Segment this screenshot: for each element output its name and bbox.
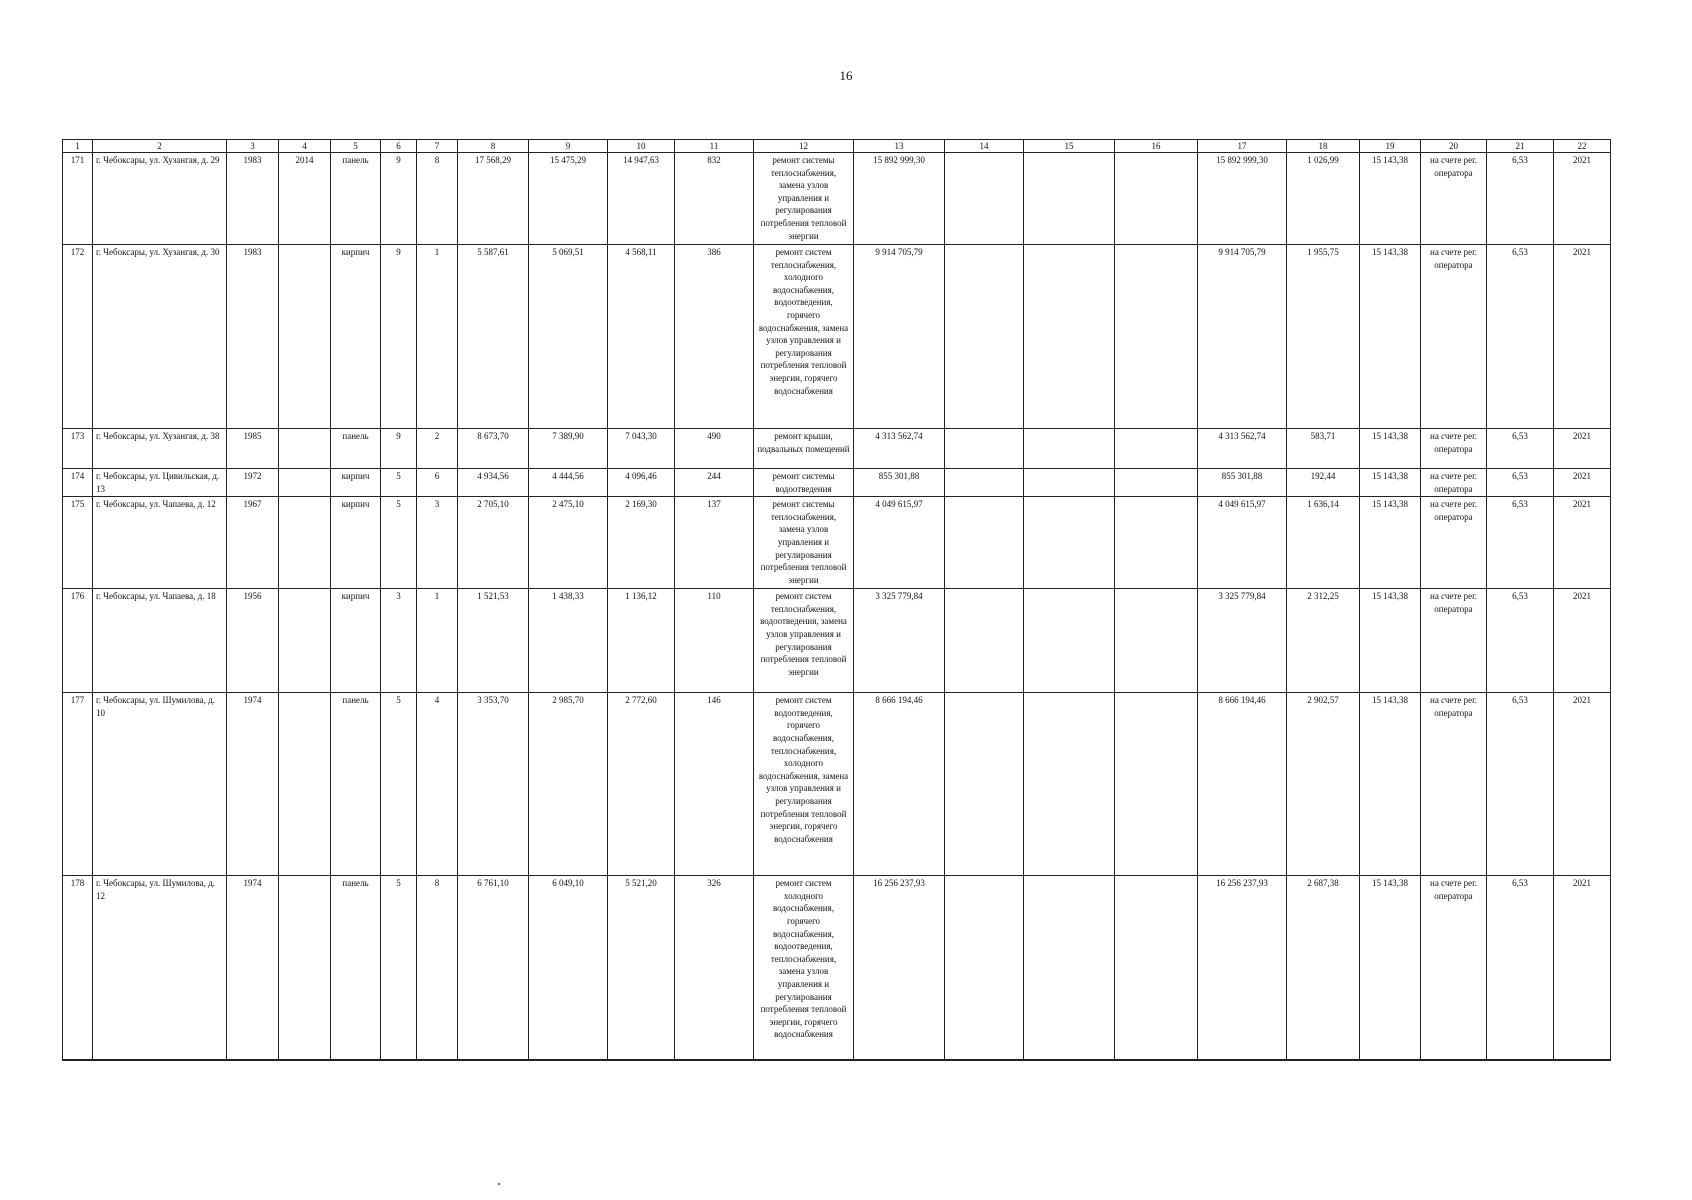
cost-per-sqm-cell: 2 312,25 [1287, 589, 1360, 693]
table-row [63, 153, 1611, 245]
planned-year-cell: 2021 [1554, 497, 1611, 589]
col-14-cell [945, 153, 1024, 245]
owners-funds-cell: 3 325 779,84 [1198, 589, 1287, 693]
cost-per-sqm-cell: 192,44 [1287, 469, 1360, 497]
column-header-6: 6 [381, 140, 417, 153]
col-14-cell [945, 245, 1024, 429]
table-row [63, 429, 1611, 469]
planned-year-cell: 2021 [1554, 469, 1611, 497]
residential-area-cell: 7 043,30 [608, 429, 675, 469]
col-15-cell [1024, 693, 1115, 876]
entrances-cell: 2 [417, 429, 458, 469]
total-cost-cell: 16 256 237,93 [854, 876, 945, 1060]
repair-works-cell: ремонт систем водоотведения, горячего водоснабжения, теплоснабжения, холодного водоснабжения, замена узлов управления и регулирования потребления тепловой энергии, горячего водоснабжения [754, 693, 854, 876]
col-16-cell [1115, 245, 1198, 429]
construction-year-cell: 1972 [227, 469, 279, 497]
contribution-rate-cell: 6,53 [1487, 589, 1554, 693]
last-repair-year-cell [279, 469, 331, 497]
floors-cell: 5 [381, 469, 417, 497]
column-header-11: 11 [675, 140, 754, 153]
entrances-cell: 8 [417, 876, 458, 1060]
wall-material-cell: кирпич [331, 589, 381, 693]
table-row [63, 589, 1611, 693]
column-header-3: 3 [227, 140, 279, 153]
cost-per-sqm-cell: 1 026,99 [1287, 153, 1360, 245]
repair-works-cell: ремонт системы водоотведения [754, 469, 854, 497]
table-row [63, 876, 1611, 1060]
floors-cell: 5 [381, 876, 417, 1060]
last-repair-year-cell: 2014 [279, 153, 331, 245]
construction-year-cell: 1967 [227, 497, 279, 589]
contribution-rate-cell: 6,53 [1487, 497, 1554, 589]
address-cell: г. Чебоксары, ул. Шумилова, д. 12 [93, 876, 227, 1060]
fund-method-cell: на счете рег. оператора [1421, 876, 1487, 1060]
col-16-cell [1115, 153, 1198, 245]
residential-area-cell: 14 947,63 [608, 153, 675, 245]
col-14-cell [945, 469, 1024, 497]
floors-cell: 9 [381, 429, 417, 469]
construction-year-cell: 1983 [227, 245, 279, 429]
capital-repair-table [62, 139, 1611, 1061]
residential-area-cell: 5 521,20 [608, 876, 675, 1060]
entrances-cell: 3 [417, 497, 458, 589]
total-cost-cell: 855 301,88 [854, 469, 945, 497]
column-header-8: 8 [458, 140, 529, 153]
fund-method-cell: на счете рег. оператора [1421, 693, 1487, 876]
col-16-cell [1115, 693, 1198, 876]
planned-year-cell: 2021 [1554, 589, 1611, 693]
total-area-cell: 1 521,53 [458, 589, 529, 693]
column-header-16: 16 [1115, 140, 1198, 153]
row-number-cell: 175 [63, 497, 93, 589]
wall-material-cell: кирпич [331, 497, 381, 589]
col-15-cell [1024, 497, 1115, 589]
last-repair-year-cell [279, 876, 331, 1060]
table-row [63, 245, 1611, 429]
floors-cell: 5 [381, 497, 417, 589]
col-16-cell [1115, 876, 1198, 1060]
column-header-17: 17 [1198, 140, 1287, 153]
address-cell: г. Чебоксары, ул. Чапаева, д. 18 [93, 589, 227, 693]
premises-area-cell: 1 438,33 [529, 589, 608, 693]
residents-count-cell: 490 [675, 429, 754, 469]
repair-works-cell: ремонт систем теплоснабжения, холодного водоснабжения, водоотведения, горячего водоснабжения, замена узлов управления и регулирования потребления тепловой энергии, горячего водоснабжения [754, 245, 854, 429]
contribution-rate-cell: 6,53 [1487, 245, 1554, 429]
wall-material-cell: панель [331, 429, 381, 469]
column-header-5: 5 [331, 140, 381, 153]
planned-year-cell: 2021 [1554, 153, 1611, 245]
owners-funds-cell: 855 301,88 [1198, 469, 1287, 497]
cost-per-sqm-cell: 1 636,14 [1287, 497, 1360, 589]
cost-per-sqm-cell: 583,71 [1287, 429, 1360, 469]
col-15-cell [1024, 429, 1115, 469]
row-number-cell: 176 [63, 589, 93, 693]
total-cost-cell: 15 892 999,30 [854, 153, 945, 245]
residential-area-cell: 2 169,30 [608, 497, 675, 589]
premises-area-cell: 4 444,56 [529, 469, 608, 497]
entrances-cell: 4 [417, 693, 458, 876]
residents-count-cell: 832 [675, 153, 754, 245]
residential-area-cell: 2 772,60 [608, 693, 675, 876]
address-cell: г. Чебоксары, ул. Хузангая, д. 38 [93, 429, 227, 469]
fund-method-cell: на счете рег. оператора [1421, 245, 1487, 429]
address-cell: г. Чебоксары, ул. Цивильская, д. 13 [93, 469, 227, 497]
last-repair-year-cell [279, 693, 331, 876]
table-row [63, 469, 1611, 497]
column-header-18: 18 [1287, 140, 1360, 153]
col-14-cell [945, 876, 1024, 1060]
column-header-2: 2 [93, 140, 227, 153]
row-number-cell: 177 [63, 693, 93, 876]
wall-material-cell: кирпич [331, 469, 381, 497]
last-repair-year-cell [279, 497, 331, 589]
residents-count-cell: 326 [675, 876, 754, 1060]
column-header-19: 19 [1360, 140, 1421, 153]
total-cost-cell: 9 914 705,79 [854, 245, 945, 429]
wall-material-cell: панель [331, 693, 381, 876]
premises-area-cell: 15 475,29 [529, 153, 608, 245]
planned-year-cell: 2021 [1554, 876, 1611, 1060]
column-header-9: 9 [529, 140, 608, 153]
table-row [63, 693, 1611, 876]
column-header-12: 12 [754, 140, 854, 153]
table-row [63, 497, 1611, 589]
max-cost-per-sqm-cell: 15 143,38 [1360, 153, 1421, 245]
floors-cell: 9 [381, 153, 417, 245]
residential-area-cell: 4 568,11 [608, 245, 675, 429]
repair-works-cell: ремонт крыши, подвальных помещений [754, 429, 854, 469]
residents-count-cell: 137 [675, 497, 754, 589]
repair-works-cell: ремонт систем холодного водоснабжения, горячего водоснабжения, водоотведения, теплоснабжения, замена узлов управления и регулирования потребления тепловой энергии, горячего водоснабжения [754, 876, 854, 1060]
residential-area-cell: 1 136,12 [608, 589, 675, 693]
max-cost-per-sqm-cell: 15 143,38 [1360, 245, 1421, 429]
contribution-rate-cell: 6,53 [1487, 429, 1554, 469]
col-14-cell [945, 693, 1024, 876]
column-header-21: 21 [1487, 140, 1554, 153]
residential-area-cell: 4 096,46 [608, 469, 675, 497]
total-area-cell: 3 353,70 [458, 693, 529, 876]
col-14-cell [945, 497, 1024, 589]
row-number-cell: 174 [63, 469, 93, 497]
cost-per-sqm-cell: 2 687,38 [1287, 876, 1360, 1060]
construction-year-cell: 1956 [227, 589, 279, 693]
last-repair-year-cell [279, 245, 331, 429]
col-15-cell [1024, 153, 1115, 245]
column-number-header-row [63, 140, 1611, 153]
col-14-cell [945, 589, 1024, 693]
max-cost-per-sqm-cell: 15 143,38 [1360, 693, 1421, 876]
total-area-cell: 17 568,29 [458, 153, 529, 245]
floors-cell: 9 [381, 245, 417, 429]
fund-method-cell: на счете рег. оператора [1421, 153, 1487, 245]
premises-area-cell: 2 475,10 [529, 497, 608, 589]
planned-year-cell: 2021 [1554, 245, 1611, 429]
last-repair-year-cell [279, 589, 331, 693]
total-cost-cell: 4 313 562,74 [854, 429, 945, 469]
owners-funds-cell: 15 892 999,30 [1198, 153, 1287, 245]
total-area-cell: 4 934,56 [458, 469, 529, 497]
wall-material-cell: кирпич [331, 245, 381, 429]
owners-funds-cell: 16 256 237,93 [1198, 876, 1287, 1060]
construction-year-cell: 1983 [227, 153, 279, 245]
address-cell: г. Чебоксары, ул. Хузангая, д. 30 [93, 245, 227, 429]
max-cost-per-sqm-cell: 15 143,38 [1360, 589, 1421, 693]
entrances-cell: 6 [417, 469, 458, 497]
max-cost-per-sqm-cell: 15 143,38 [1360, 876, 1421, 1060]
col-16-cell [1115, 497, 1198, 589]
construction-year-cell: 1974 [227, 693, 279, 876]
col-16-cell [1115, 469, 1198, 497]
scan-dot [498, 1183, 500, 1185]
column-header-20: 20 [1421, 140, 1487, 153]
construction-year-cell: 1985 [227, 429, 279, 469]
max-cost-per-sqm-cell: 15 143,38 [1360, 469, 1421, 497]
owners-funds-cell: 9 914 705,79 [1198, 245, 1287, 429]
cost-per-sqm-cell: 2 902,57 [1287, 693, 1360, 876]
col-14-cell [945, 429, 1024, 469]
contribution-rate-cell: 6,53 [1487, 153, 1554, 245]
contribution-rate-cell: 6,53 [1487, 469, 1554, 497]
column-header-10: 10 [608, 140, 675, 153]
column-header-13: 13 [854, 140, 945, 153]
fund-method-cell: на счете рег. оператора [1421, 589, 1487, 693]
total-cost-cell: 8 666 194,46 [854, 693, 945, 876]
column-header-14: 14 [945, 140, 1024, 153]
wall-material-cell: панель [331, 153, 381, 245]
floors-cell: 3 [381, 589, 417, 693]
row-number-cell: 171 [63, 153, 93, 245]
fund-method-cell: на счете рег. оператора [1421, 469, 1487, 497]
repair-works-cell: ремонт систем теплоснабжения, водоотведения, замена узлов управления и регулирования потребления тепловой энергии [754, 589, 854, 693]
col-15-cell [1024, 245, 1115, 429]
entrances-cell: 8 [417, 153, 458, 245]
residents-count-cell: 110 [675, 589, 754, 693]
row-number-cell: 172 [63, 245, 93, 429]
col-15-cell [1024, 469, 1115, 497]
row-number-cell: 173 [63, 429, 93, 469]
residents-count-cell: 386 [675, 245, 754, 429]
page-number: 16 [839, 68, 853, 83]
planned-year-cell: 2021 [1554, 429, 1611, 469]
total-area-cell: 2 705,10 [458, 497, 529, 589]
table-body [63, 153, 1611, 1060]
premises-area-cell: 6 049,10 [529, 876, 608, 1060]
construction-year-cell: 1974 [227, 876, 279, 1060]
row-number-cell: 178 [63, 876, 93, 1060]
premises-area-cell: 7 389,90 [529, 429, 608, 469]
entrances-cell: 1 [417, 589, 458, 693]
col-15-cell [1024, 589, 1115, 693]
col-15-cell [1024, 876, 1115, 1060]
column-header-7: 7 [417, 140, 458, 153]
address-cell: г. Чебоксары, ул. Хузангая, д. 29 [93, 153, 227, 245]
owners-funds-cell: 8 666 194,46 [1198, 693, 1287, 876]
planned-year-cell: 2021 [1554, 693, 1611, 876]
contribution-rate-cell: 6,53 [1487, 876, 1554, 1060]
column-header-15: 15 [1024, 140, 1115, 153]
repair-works-cell: ремонт системы теплоснабжения, замена узлов управления и регулирования потребления тепловой энергии [754, 497, 854, 589]
column-header-1: 1 [63, 140, 93, 153]
last-repair-year-cell [279, 429, 331, 469]
entrances-cell: 1 [417, 245, 458, 429]
cost-per-sqm-cell: 1 955,75 [1287, 245, 1360, 429]
col-16-cell [1115, 589, 1198, 693]
total-area-cell: 5 587,61 [458, 245, 529, 429]
max-cost-per-sqm-cell: 15 143,38 [1360, 429, 1421, 469]
total-cost-cell: 3 325 779,84 [854, 589, 945, 693]
residents-count-cell: 146 [675, 693, 754, 876]
column-header-4: 4 [279, 140, 331, 153]
owners-funds-cell: 4 049 615,97 [1198, 497, 1287, 589]
total-area-cell: 8 673,70 [458, 429, 529, 469]
premises-area-cell: 2 985,70 [529, 693, 608, 876]
wall-material-cell: панель [331, 876, 381, 1060]
repair-works-cell: ремонт системы теплоснабжения, замена узлов управления и регулирования потребления тепловой энергии [754, 153, 854, 245]
premises-area-cell: 5 069,51 [529, 245, 608, 429]
column-header-22: 22 [1554, 140, 1611, 153]
total-cost-cell: 4 049 615,97 [854, 497, 945, 589]
address-cell: г. Чебоксары, ул. Чапаева, д. 12 [93, 497, 227, 589]
residents-count-cell: 244 [675, 469, 754, 497]
total-area-cell: 6 761,10 [458, 876, 529, 1060]
fund-method-cell: на счете рег. оператора [1421, 429, 1487, 469]
address-cell: г. Чебоксары, ул. Шумилова, д. 10 [93, 693, 227, 876]
fund-method-cell: на счете рег. оператора [1421, 497, 1487, 589]
floors-cell: 5 [381, 693, 417, 876]
max-cost-per-sqm-cell: 15 143,38 [1360, 497, 1421, 589]
col-16-cell [1115, 429, 1198, 469]
owners-funds-cell: 4 313 562,74 [1198, 429, 1287, 469]
contribution-rate-cell: 6,53 [1487, 693, 1554, 876]
